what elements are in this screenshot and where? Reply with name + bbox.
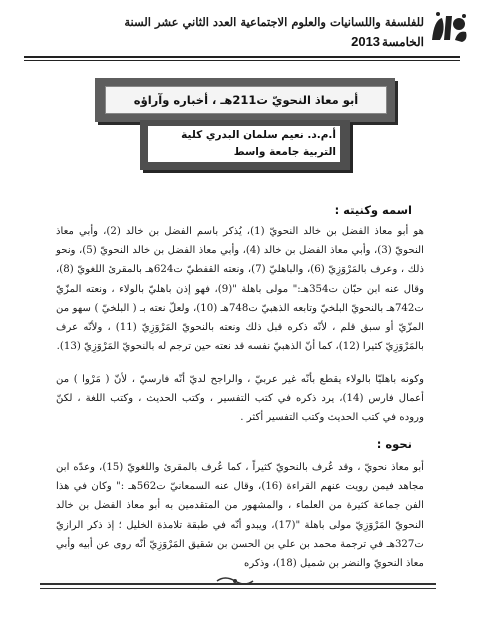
footer-rule-thin — [40, 588, 436, 589]
header-rule — [24, 56, 460, 58]
title-banner — [95, 78, 395, 122]
paragraph: أبو معاذ نحويّ ، وقد عُرف بالنحويّ كثيراً ، كما عُرف بالمقرئ واللغويّ (15)، وعدّه ابن مجاهد فيمن رويت عنهم القراءة (16)، وقال عنه السمعانيّ ت562هـ :" وكان في هذا الفن جماعة كثيرة من العلماء ، والمشهور من المتقدمين به أبو معاذ الفضل بن خالد النحويّ المَرْوَزِيّ مولى باهلة "(17)، ويبدو أنّه في طبقة تلامذة الخليل ؛ إذ ذكر الرازيّ ت327هـ في ترجمة محمد بن علي بن الحسن بن شقيق المَرْوَزِيّ أنّه روى عن أبيه وأبي معاذ النحويّ والنضر بن شميل (18)، وذكره — [56, 462, 425, 570]
journal-logo — [428, 10, 472, 48]
section-body-name — [56, 222, 424, 356]
journal-header: للفلسفة واللسانيات والعلوم الاجتماعية العدد الثاني عشر السنة — [124, 15, 424, 29]
section-body-name-2 — [56, 370, 424, 428]
section-heading-grammar: نحوه : — [376, 437, 412, 451]
paragraph: هو أبو معاذ الفضل بن خالد النحويّ (1)، يُذكر باسم الفضل بن خالد (2)، وأبي معاذ النحويّ (3)، وأبي معاذ الفضل بن خالد (4)، وأبي معاذ الفضل بن خالد النحويّ (5)، ونحو ذلك ، وعرف بالمَرْوَزِيّ (6)، والباهليّ (7)، ونعته القفطيّ ت624هـ بالمقرئ اللغويّ (8)، وقال عنه ابن حبّان ت354هـ:" مولى باهلة "(9)، فهو إذن باهليّ بالولاء ، ونعته المزّيّ ت742هـ بالنحويّ البلخيّ وتابعه الذهبيّ ت748هـ (10)، ولعلّ نعته بـ ( البلخيّ ) سهو من المزّيّ أو سبق قلم ، لأنّه ذكره قبل ذلك ونعته بالنحويّ المَرْوَزِيّ (11) ، ولأنّه عرف بالمَرْوَزِيّ كثيرا (12)، كما أنّ الذهبيّ نفسه قد نعته حين ترجم له بالنحويّ المَرْوَزِيّ (13). — [56, 226, 425, 353]
author-box — [140, 120, 350, 170]
author-name: أ.م.د. نعيم سلمان البدري كلية التربية جامعة واسط — [148, 126, 340, 162]
section-heading-name: اسمه وكنيته : — [334, 203, 412, 217]
footer-ornament — [215, 575, 255, 587]
section-body-grammar — [56, 458, 424, 573]
year-value: 2013 — [351, 34, 381, 49]
header-rule-thin — [24, 60, 460, 61]
year-label: الخامسة — [382, 35, 424, 49]
article-title: أبو معاذ النحويّ ت211هـ ، أخباره وآراؤه — [105, 86, 387, 114]
paragraph: وكونه باهليّا بالولاء يقطع بأنّه غير عربيّ ، والراجح لديّ أنّه فارسيّ ، لأنّ ( مَرْوا ) من أعمال فارس (14)، يرد ذكره في كتب التفسير ، وكتب الحديث ، وكتب اللغة ، لكنّ وروده في كتب الحديث وكتب التفسير أكثر . — [56, 374, 424, 424]
journal-year-line — [351, 34, 424, 49]
